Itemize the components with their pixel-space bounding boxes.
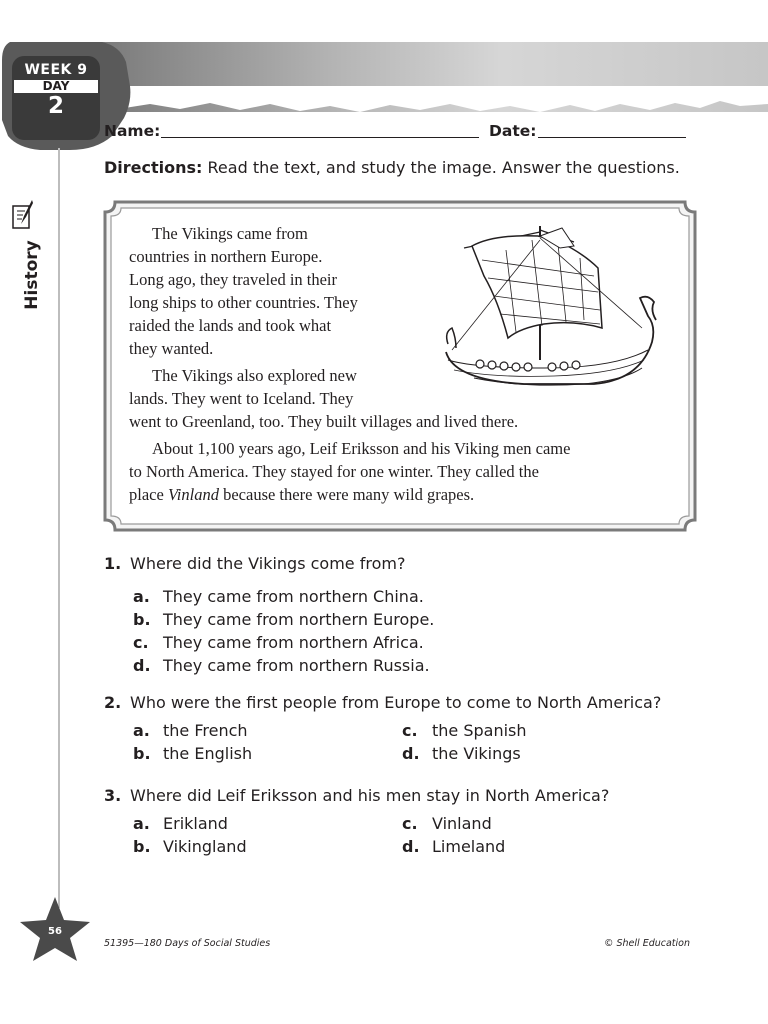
answer-option[interactable] bbox=[133, 744, 252, 763]
week-label: WEEK 9 bbox=[24, 62, 88, 78]
option-text: They came from northern China. bbox=[163, 587, 424, 606]
question-number: 3. bbox=[104, 786, 122, 805]
page-number: 56 bbox=[48, 926, 62, 937]
question-text: Who were the first people from Europe to come to North America? bbox=[130, 693, 662, 712]
question-2 bbox=[104, 693, 661, 712]
footer-book-title: 51395—180 Days of Social Studies bbox=[104, 938, 271, 949]
date-label: Date: bbox=[489, 122, 537, 140]
question-number: 2. bbox=[104, 693, 122, 712]
passage-line: raided the lands and took what bbox=[129, 316, 332, 335]
subject-label: History bbox=[22, 240, 42, 310]
answer-option[interactable] bbox=[133, 587, 424, 606]
option-text: the Vikings bbox=[432, 744, 521, 763]
day-number: 2 bbox=[47, 93, 64, 119]
question-text: Where did the Vikings come from? bbox=[130, 554, 406, 573]
name-label: Name: bbox=[104, 122, 161, 140]
option-letter: c. bbox=[133, 633, 149, 652]
footer-copyright: © Shell Education bbox=[603, 938, 690, 949]
answer-option[interactable] bbox=[133, 610, 434, 629]
passage-line: Long ago, they traveled in their bbox=[129, 270, 338, 289]
answer-option[interactable] bbox=[402, 744, 521, 763]
passage-text: place bbox=[129, 485, 168, 504]
date-field[interactable] bbox=[538, 137, 686, 138]
passage-text: because there were many wild grapes. bbox=[218, 485, 475, 504]
option-text: the French bbox=[163, 721, 248, 740]
passage-line: About 1,100 years ago, Leif Eriksson and his Viking men came bbox=[152, 439, 571, 458]
option-text: They came from northern Russia. bbox=[163, 656, 430, 675]
question-1 bbox=[104, 554, 405, 573]
option-text: the English bbox=[163, 744, 253, 763]
question-number: 1. bbox=[104, 554, 122, 573]
option-text: Erikland bbox=[163, 814, 228, 833]
day-label: DAY bbox=[42, 79, 70, 93]
option-letter: b. bbox=[133, 744, 151, 763]
passage-line: lands. They went to Iceland. They bbox=[129, 389, 354, 408]
passage-line: long ships to other countries. They bbox=[129, 293, 358, 312]
option-text: They came from northern Europe. bbox=[163, 610, 435, 629]
question-text: Where did Leif Eriksson and his men stay in North America? bbox=[130, 786, 610, 805]
answer-option[interactable] bbox=[402, 814, 492, 833]
viking-longship-illustration bbox=[434, 220, 666, 390]
option-text: Vikingland bbox=[163, 837, 247, 856]
option-text: Vinland bbox=[432, 814, 492, 833]
option-letter: b. bbox=[133, 837, 151, 856]
option-text: They came from northern Africa. bbox=[163, 633, 424, 652]
answer-option[interactable] bbox=[402, 837, 505, 856]
quill-pen-icon bbox=[12, 198, 34, 234]
question-3 bbox=[104, 786, 609, 805]
passage-line: countries in northern Europe. bbox=[129, 247, 323, 266]
torn-paper-edge bbox=[100, 86, 768, 114]
option-letter: d. bbox=[133, 656, 151, 675]
directions-text: Read the text, and study the image. Answer the questions. bbox=[202, 158, 680, 177]
answer-option[interactable] bbox=[133, 721, 248, 740]
directions bbox=[104, 158, 680, 177]
sidebar-rule bbox=[58, 148, 60, 908]
answer-option[interactable] bbox=[133, 633, 424, 652]
option-letter: d. bbox=[402, 837, 420, 856]
passage-line: The Vikings came from bbox=[152, 224, 308, 243]
answer-option[interactable] bbox=[133, 814, 228, 833]
answer-option[interactable] bbox=[133, 656, 430, 675]
option-letter: a. bbox=[133, 814, 150, 833]
passage-line: The Vikings also explored new bbox=[152, 366, 357, 385]
passage-line: went to Greenland, too. They built villages and lived there. bbox=[129, 412, 519, 431]
passage-line-last bbox=[129, 483, 474, 506]
vinland-italic: Vinland bbox=[167, 485, 219, 504]
answer-option[interactable] bbox=[402, 721, 527, 740]
option-letter: c. bbox=[402, 721, 418, 740]
option-text: the Spanish bbox=[432, 721, 527, 740]
passage-line: they wanted. bbox=[129, 339, 214, 358]
answer-option[interactable] bbox=[133, 837, 247, 856]
name-field[interactable] bbox=[161, 137, 479, 138]
option-letter: b. bbox=[133, 610, 151, 629]
directions-label: Directions: bbox=[104, 158, 203, 177]
passage-line: to North America. They stayed for one winter. They called the bbox=[129, 462, 539, 481]
option-text: Limeland bbox=[432, 837, 506, 856]
option-letter: a. bbox=[133, 721, 150, 740]
option-letter: c. bbox=[402, 814, 418, 833]
option-letter: a. bbox=[133, 587, 150, 606]
option-letter: d. bbox=[402, 744, 420, 763]
